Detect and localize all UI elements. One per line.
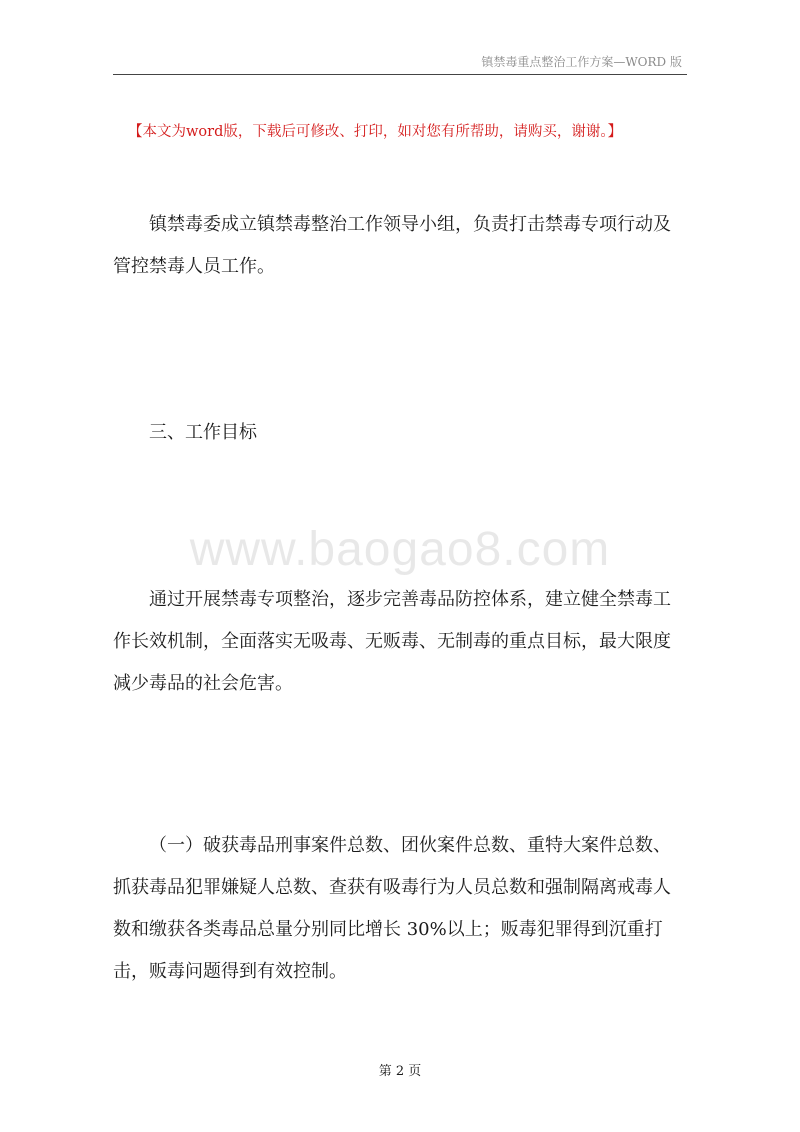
paragraph-goal-item-1: （一）破获毒品刑事案件总数、团伙案件总数、重特大案件总数、抓获毒品犯罪嫌疑人总数、查获有吸毒行为人员总数和强制隔离戒毒人数和缴获各类毒品总量分别同比增长 30%以上；贩毒犯罪得到沉重打击，贩毒问题得到有效控制。 [113,835,671,982]
section-heading-work-goals: 三、工作目标 [149,422,257,443]
header-divider [113,74,687,75]
paragraph-leadership-group: 镇禁毒委成立镇禁毒整治工作领导小组，负责打击禁毒专项行动及管控禁毒人员工作。 [113,214,671,277]
running-header: 镇禁毒重点整治工作方案—WORD 版 [481,55,682,69]
watermark: www.baogao8.com [189,523,611,576]
page-number: 第 2 页 [378,1064,422,1079]
download-notice: 【本文为word版，下载后可修改、打印，如对您有所帮助，请购买，谢谢。】 [128,124,623,140]
paragraph-goals-overview: 通过开展禁毒专项整治，逐步完善毒品防控体系，建立健全禁毒工作长效机制，全面落实无吸毒、无贩毒、无制毒的重点目标，最大限度减少毒品的社会危害。 [113,589,671,694]
